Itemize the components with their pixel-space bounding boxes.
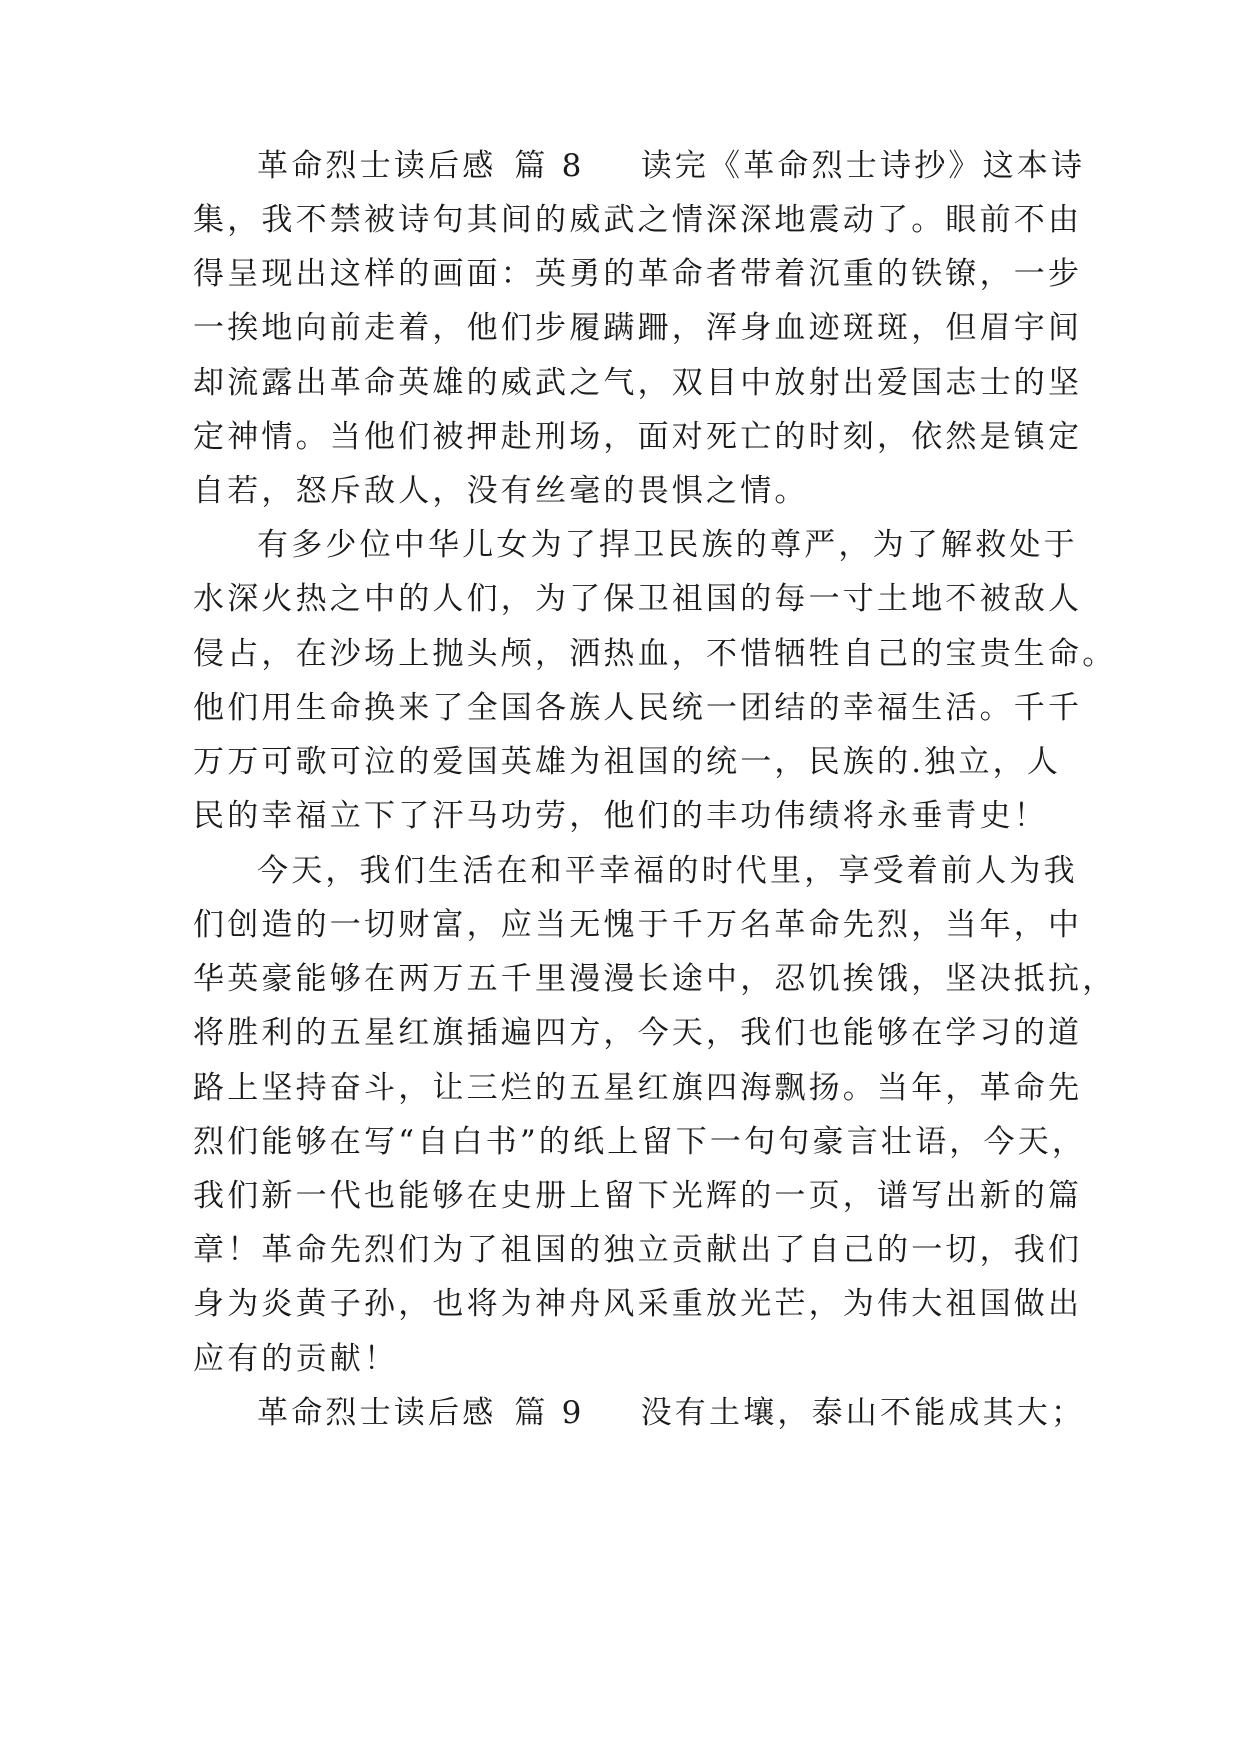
section-number: 篇 8 [514,148,585,184]
paragraph-line: 我们新一代也能够在史册上留下光辉的一页，谱写出新的篇 [193,1178,1083,1214]
paragraph-line: 今天，我们生活在和平幸福的时代里，享受着前人为我 [257,853,1078,889]
paragraph-line: 们创造的一切财富，应当无愧于千万名革命先烈，当年，中 [193,907,1083,943]
section-heading-line [257,1393,1086,1433]
paragraph-line: 定神情。当他们被押赴刑场，面对死亡的时刻，依然是镇定 [193,419,1083,455]
paragraph-line: 没有土壤，泰山不能成其大； [640,1395,1086,1431]
section-title: 革命烈士读后感 [257,1395,497,1431]
paragraph-line: 路上坚持奋斗，让三烂的五星红旗四海飘扬。当年，革命先 [193,1070,1083,1106]
paragraph-line: 水深火热之中的人们，为了保卫祖国的每一寸土地不被敌人 [193,581,1083,617]
paragraph-line: 万万可歌可泣的爱国英雄为祖国的统一，民族的.独立，人 [193,744,1062,780]
paragraph-line: 侵占，在沙场上抛头颅，洒热血，不惜牺牲自己的宝贵生命。 [193,636,1117,672]
paragraph-line: 集，我不禁被诗句其间的威武之情深深地震动了。眼前不由 [193,202,1083,238]
paragraph-line: 有多少位中华儿女为了捍卫民族的尊严，为了解救处于 [257,527,1078,563]
paragraph-line: 读完《革命烈士诗抄》这本诗 [640,148,1086,184]
paragraph-line: 应有的贡献！ [193,1341,399,1377]
paragraph-line: 章！革命先烈们为了祖国的独立贡献出了自己的一切，我们 [193,1232,1083,1268]
paragraph-line: 民的幸福立下了汗马功劳，他们的丰功伟绩将永垂青史！ [193,798,1048,834]
paragraph-line: 自若，怒斥敌人，没有丝毫的畏惧之情。 [193,473,809,509]
paragraph-line: 他们用生命换来了全国各族人民统一团结的幸福生活。千千 [193,690,1083,726]
paragraph-line: 身为炎黄子孙，也将为神舟风采重放光芒，为伟大祖国做出 [193,1286,1083,1322]
paragraph-line: 得呈现出这样的画面：英勇的革命者带着沉重的铁镣，一步 [193,256,1083,292]
section-number: 篇 9 [514,1395,585,1431]
section-heading-line [257,146,1086,186]
section-title: 革命烈士读后感 [257,148,497,184]
paragraph-line: 烈们能够在写“自白书”的纸上留下一句句豪言壮语，今天， [193,1124,1087,1160]
paragraph-line: 将胜利的五星红旗插遍四方，今天，我们也能够在学习的道 [193,1015,1083,1051]
paragraph-line: 却流露出革命英雄的威武之气，双目中放射出爱国志士的坚 [193,365,1083,401]
paragraph-line: 华英豪能够在两万五千里漫漫长途中，忍饥挨饿，坚决抵抗， [193,961,1117,997]
paragraph-line: 一挨地向前走着，他们步履蹒跚，浑身血迹斑斑，但眉宇间 [193,310,1083,346]
